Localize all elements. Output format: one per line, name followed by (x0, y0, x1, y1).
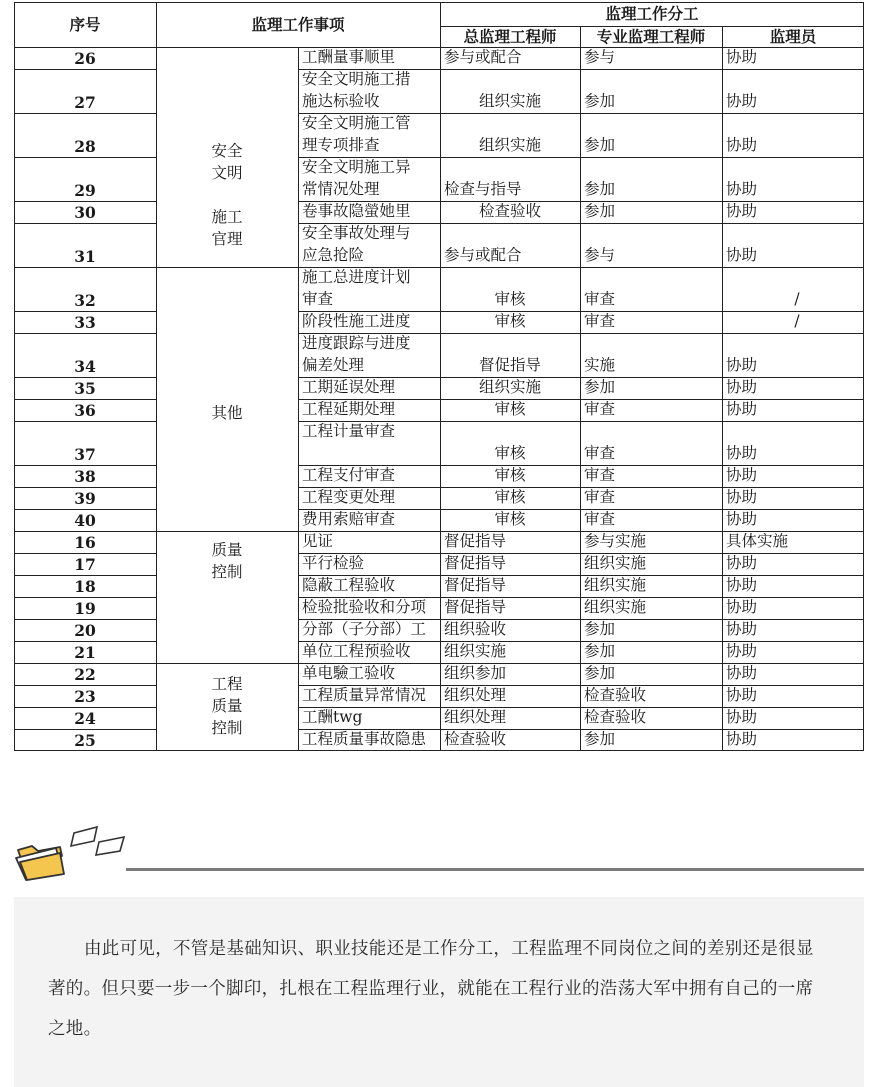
row-item: 阶段性施工进度 (302, 312, 411, 330)
table-rule (14, 487, 156, 488)
folder-icon (14, 820, 126, 882)
category-label: 官理 (211, 230, 243, 248)
row-specialist: 参加 (584, 202, 616, 220)
row-specialist: 参加 (584, 180, 616, 198)
row-inspector: 协助 (726, 202, 758, 220)
header-chief: 总监理工程师 (463, 27, 557, 46)
row-specialist: 检查验收 (584, 708, 647, 726)
row-chief: 参与或配合 (444, 48, 522, 66)
row-specialist: 审查 (584, 488, 616, 506)
row-number: 38 (74, 467, 96, 486)
category-label: 安全 (211, 142, 243, 160)
table-rule (14, 509, 156, 510)
table-rule (156, 531, 298, 532)
row-item: 工酬twg (302, 708, 363, 726)
category-label (156, 184, 298, 206)
row-chief: 督促指导 (444, 598, 507, 616)
row-item: 见证 (302, 532, 334, 550)
table-rule (14, 47, 864, 48)
section-divider (14, 820, 866, 880)
header-specialist: 专业监理工程师 (596, 27, 706, 46)
row-chief: 检查验收 (444, 730, 507, 748)
table-rule (298, 729, 864, 730)
table-rule (14, 113, 156, 114)
table-rule (440, 26, 864, 27)
row-specialist: 参与实施 (584, 532, 647, 550)
row-chief: 组织处理 (444, 708, 507, 726)
row-number: 16 (74, 533, 96, 552)
row-item: 应急抢险 (302, 246, 365, 264)
table-rule (156, 663, 298, 664)
header-seq: 序号 (69, 15, 101, 34)
row-item: 分部（子分部）工 (302, 620, 427, 638)
row-chief: 组织参加 (444, 664, 507, 682)
row-inspector: 协助 (726, 246, 758, 264)
row-inspector: 协助 (726, 466, 758, 484)
table-rule (14, 575, 156, 576)
row-item: 工程延期处理 (302, 400, 396, 418)
table-rule (14, 729, 156, 730)
row-number: 25 (74, 731, 96, 750)
row-specialist: 组织实施 (584, 576, 647, 594)
row-item: 常情况处理 (302, 180, 380, 198)
row-chief: 审核 (494, 444, 526, 462)
row-inspector: 协助 (726, 356, 758, 374)
row-chief: 审核 (494, 400, 526, 418)
row-specialist: 组织实施 (584, 554, 647, 572)
row-number: 18 (74, 577, 96, 596)
row-item: 施达标验收 (302, 92, 380, 110)
table-rule (14, 157, 156, 158)
row-specialist: 参加 (584, 378, 616, 396)
row-chief: 督促指导 (444, 554, 507, 572)
table-rule (298, 399, 864, 400)
header-inspector: 监理员 (769, 27, 817, 46)
table-rule (14, 707, 156, 708)
row-specialist: 参加 (584, 620, 616, 638)
table-rule (298, 597, 864, 598)
table-rule (298, 641, 864, 642)
table-rule (14, 377, 156, 378)
table-rule (298, 113, 864, 114)
row-item: 施工总进度计划 (302, 268, 411, 286)
table-rule (298, 487, 864, 488)
row-inspector: 协助 (726, 708, 758, 726)
row-specialist: 组织实施 (584, 598, 647, 616)
row-number: 22 (74, 665, 96, 684)
category-label: 控制 (211, 563, 243, 581)
row-inspector: 协助 (726, 730, 758, 748)
row-number: 28 (74, 137, 96, 156)
row-item: 隐蔽工程验收 (302, 576, 396, 594)
row-inspector: 协助 (726, 576, 758, 594)
row-item: 审查 (302, 290, 334, 308)
row-inspector: 协助 (726, 488, 758, 506)
row-chief: 组织实施 (444, 642, 507, 660)
row-specialist: 参与 (584, 246, 616, 264)
table-rule (14, 421, 156, 422)
row-chief: 检查与指导 (444, 180, 522, 198)
row-chief: 审核 (494, 290, 526, 308)
table-rule (14, 597, 156, 598)
table-rule (298, 575, 864, 576)
category-label: 工程 (211, 675, 243, 693)
row-inspector: 协助 (726, 136, 758, 154)
row-number: 27 (74, 93, 96, 112)
table-rule (298, 509, 864, 510)
divider-line (126, 868, 864, 871)
row-chief: 督促指导 (444, 532, 507, 550)
table-rule (14, 553, 156, 554)
category-label: 施工 (211, 208, 243, 226)
row-item: 工程支付审查 (302, 466, 396, 484)
row-inspector: 协助 (726, 378, 758, 396)
table-rule (298, 421, 864, 422)
row-inspector: 协助 (726, 664, 758, 682)
row-inspector: 协助 (726, 444, 758, 462)
table-rule (298, 377, 864, 378)
row-inspector: 协助 (726, 400, 758, 418)
row-number: 26 (74, 49, 96, 68)
row-inspector: 协助 (726, 92, 758, 110)
table-rule (14, 619, 156, 620)
row-chief: 组织实施 (478, 378, 541, 396)
row-item: 费用索赔审查 (302, 510, 396, 528)
header-item: 监理工作事项 (251, 15, 345, 34)
table-rule (298, 223, 864, 224)
table-rule (14, 69, 156, 70)
table-rule (298, 157, 864, 158)
row-inspector: 协助 (726, 48, 758, 66)
row-specialist: 审查 (584, 290, 616, 308)
row-inspector: 具体实施 (726, 532, 789, 550)
row-inspector: 协助 (726, 642, 758, 660)
row-item: 工程质量事故隐患 (302, 730, 427, 748)
row-inspector: 协助 (726, 598, 758, 616)
row-item: 工程质量异常情况 (302, 686, 427, 704)
row-chief: 审核 (494, 312, 526, 330)
row-specialist: 参加 (584, 664, 616, 682)
table-rule (298, 707, 864, 708)
table-rule (14, 333, 156, 334)
row-specialist: 参加 (584, 136, 616, 154)
row-item: 检验批验收和分项 (302, 598, 427, 616)
table-rule (14, 223, 156, 224)
table-rule (14, 201, 156, 202)
row-chief: 组织实施 (478, 92, 541, 110)
row-specialist: 参加 (584, 730, 616, 748)
row-number: 24 (74, 709, 96, 728)
table-rule (298, 267, 864, 268)
row-chief: 组织实施 (478, 136, 541, 154)
table-border-top (14, 2, 864, 3)
table-rule (298, 311, 864, 312)
row-number: 30 (74, 203, 96, 222)
table-rule (156, 2, 157, 751)
row-specialist: 实施 (584, 356, 616, 374)
row-specialist: 审查 (584, 312, 616, 330)
row-item: 安全文明施工管 (302, 114, 411, 132)
row-number: 20 (74, 621, 96, 640)
row-inspector: 协助 (726, 620, 758, 638)
row-number: 39 (74, 489, 96, 508)
row-inspector: 协助 (726, 180, 758, 198)
row-specialist: 检查验收 (584, 686, 647, 704)
row-number: 37 (74, 445, 96, 464)
row-number: 33 (74, 313, 96, 332)
row-item: 安全事故处理与 (302, 224, 411, 242)
row-chief: 审核 (494, 510, 526, 528)
category-label: 其他 (211, 404, 243, 422)
table-rule (14, 399, 156, 400)
row-number: 29 (74, 181, 96, 200)
row-chief: 组织验收 (444, 620, 507, 638)
row-number: 35 (74, 379, 96, 398)
row-item: 工酬量事顺里 (302, 48, 396, 66)
supervision-division-table (14, 2, 864, 751)
row-specialist: 审查 (584, 466, 616, 484)
row-number: 17 (74, 555, 96, 574)
row-inspector: / (794, 312, 800, 330)
row-item: 理专项排查 (302, 136, 380, 154)
table-rule (14, 311, 156, 312)
row-number: 21 (74, 643, 96, 662)
row-chief: 督促指导 (444, 576, 507, 594)
table-rule (156, 267, 298, 268)
table-rule (14, 663, 156, 664)
row-number: 36 (74, 401, 96, 420)
table-rule (298, 465, 864, 466)
row-chief: 审核 (494, 488, 526, 506)
table-rule (298, 201, 864, 202)
row-item: 单位工程预验收 (302, 642, 411, 660)
row-item: 安全文明施工异 (302, 158, 411, 176)
table-rule (298, 531, 864, 532)
table-rule (298, 333, 864, 334)
row-specialist: 审查 (584, 510, 616, 528)
row-item: 单电驗工验收 (302, 664, 396, 682)
row-inspector: / (794, 290, 800, 308)
summary-text: 由此可见，不管是基础知识、职业技能还是工作分工，工程监理不同岗位之间的差别还是很显著的。但只要一步一个脚印，扎根在工程监理行业，就能在工程行业的浩荡大军中拥有自己的一席之地。 (48, 939, 814, 1039)
row-chief: 组织处理 (444, 686, 507, 704)
row-specialist: 参加 (584, 92, 616, 110)
summary-box (14, 897, 864, 1087)
row-item: 平行检验 (302, 554, 365, 572)
row-inspector: 协助 (726, 510, 758, 528)
table-rule (14, 465, 156, 466)
row-specialist: 审查 (584, 400, 616, 418)
category-label: 文明 (211, 164, 243, 182)
row-item: 工程计量审查 (302, 422, 396, 440)
table-rule (14, 531, 156, 532)
row-chief: 检查验收 (478, 202, 541, 220)
table-rule (14, 267, 156, 268)
row-specialist: 审查 (584, 444, 616, 462)
category-label: 质量 (211, 697, 243, 715)
table-rule (14, 685, 156, 686)
row-number: 31 (74, 247, 96, 266)
category-label: 质量 (211, 541, 243, 559)
row-number: 34 (74, 357, 96, 376)
row-item: 安全文明施工措 (302, 70, 411, 88)
table-border-bottom (14, 750, 864, 751)
row-item: 工期延误处理 (302, 378, 396, 396)
row-item: 工程变更处理 (302, 488, 396, 506)
row-item: 卷事故隐螢她里 (302, 202, 411, 220)
row-item: 偏差处理 (302, 356, 365, 374)
table-rule (298, 663, 864, 664)
header-division: 监理工作分工 (605, 4, 699, 23)
table-rule (14, 641, 156, 642)
row-number: 19 (74, 599, 96, 618)
row-specialist: 参与 (584, 48, 616, 66)
row-chief: 参与或配合 (444, 246, 522, 264)
table-rule (298, 553, 864, 554)
row-chief: 督促指导 (478, 356, 541, 374)
row-number: 40 (74, 511, 96, 530)
row-chief: 审核 (494, 466, 526, 484)
table-rule (298, 69, 864, 70)
category-label: 控制 (211, 719, 243, 737)
table-rule (298, 619, 864, 620)
row-specialist: 参加 (584, 642, 616, 660)
row-inspector: 协助 (726, 554, 758, 572)
row-item: 进度跟踪与进度 (302, 334, 411, 352)
row-number: 23 (74, 687, 96, 706)
row-number: 32 (74, 291, 96, 310)
row-inspector: 协助 (726, 686, 758, 704)
table-rule (298, 685, 864, 686)
